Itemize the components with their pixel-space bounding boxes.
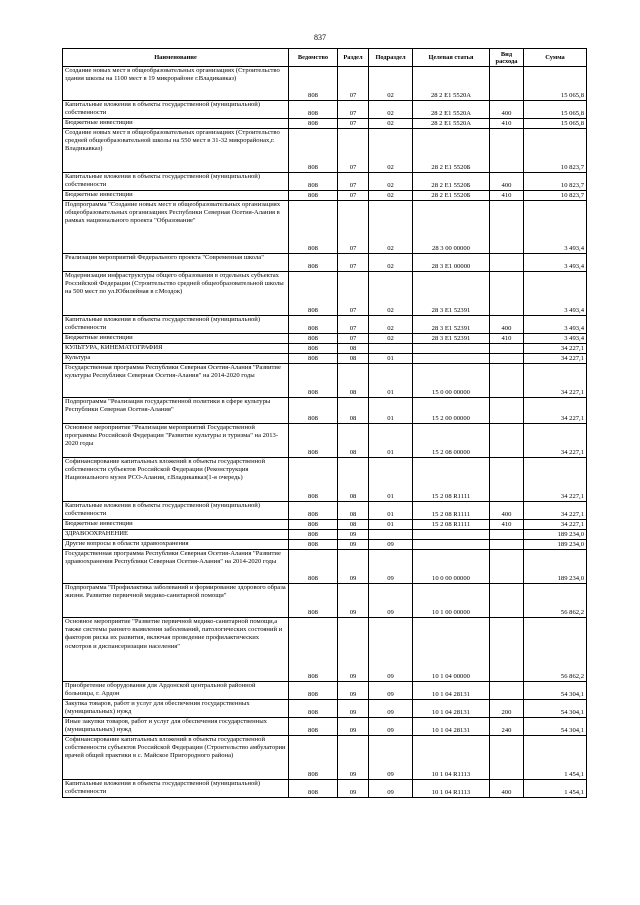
table-row (63, 618, 587, 682)
row-department: 808 (289, 101, 338, 119)
row-name: Модернизация инфраструктуры общего образования в отдельных субъектах Российской Федерации (Строительство средней общеобразовательной школы на 500 мест по ул.Юбилейная в г.Моздок) (63, 272, 289, 316)
header-name: Наименование (63, 49, 289, 67)
row-name: Культура (63, 354, 289, 364)
row-target-article: 28 2 E1 5520Б (413, 173, 490, 191)
row-department: 808 (289, 173, 338, 191)
table-row (63, 67, 587, 101)
row-name: Капитальные вложения в объекты государственной (муниципальной) собственности (63, 101, 289, 119)
table-row (63, 520, 587, 530)
row-section: 08 (338, 502, 369, 520)
row-subsection: 01 (369, 458, 413, 502)
row-section: 09 (338, 718, 369, 736)
table-row (63, 272, 587, 316)
row-subsection: 01 (369, 398, 413, 424)
row-subsection: 02 (369, 67, 413, 101)
row-subsection: 09 (369, 584, 413, 618)
row-subsection: 09 (369, 540, 413, 550)
row-sum: 15 065,8 (524, 67, 587, 101)
row-section: 08 (338, 344, 369, 354)
row-section: 09 (338, 530, 369, 540)
row-section: 07 (338, 119, 369, 129)
row-target-article: 28 2 E1 5520А (413, 119, 490, 129)
row-sum: 3 493,4 (524, 254, 587, 272)
table-row (63, 354, 587, 364)
row-sum: 189 234,0 (524, 540, 587, 550)
row-subsection: 01 (369, 424, 413, 458)
table-row (63, 191, 587, 201)
page-number: 837 (314, 33, 326, 42)
row-sum: 10 823,7 (524, 191, 587, 201)
row-expense-type: 400 (490, 502, 524, 520)
row-target-article: 15 2 00 00000 (413, 398, 490, 424)
table-row (63, 424, 587, 458)
row-target-article (413, 354, 490, 364)
row-department: 808 (289, 398, 338, 424)
row-expense-type (490, 364, 524, 398)
row-section: 07 (338, 201, 369, 254)
row-sum: 3 493,4 (524, 316, 587, 334)
row-section: 09 (338, 618, 369, 682)
table-row (63, 334, 587, 344)
table-row (63, 530, 587, 540)
row-expense-type (490, 530, 524, 540)
row-target-article: 10 0 00 00000 (413, 550, 490, 584)
row-expense-type (490, 682, 524, 700)
row-department: 808 (289, 530, 338, 540)
table-row (63, 119, 587, 129)
row-name: Подпрограмма "Реализация государственной политики в сфере культуры Республики Северная Осетия-Алания" (63, 398, 289, 424)
row-department: 808 (289, 682, 338, 700)
row-sum: 34 227,1 (524, 364, 587, 398)
row-sum: 3 493,4 (524, 334, 587, 344)
row-subsection: 02 (369, 119, 413, 129)
row-subsection: 01 (369, 520, 413, 530)
table-row (63, 458, 587, 502)
row-section: 07 (338, 254, 369, 272)
row-sum: 10 823,7 (524, 129, 587, 173)
table-row (63, 254, 587, 272)
row-department: 808 (289, 354, 338, 364)
row-expense-type: 410 (490, 520, 524, 530)
row-target-article: 10 1 04 R1113 (413, 780, 490, 798)
row-subsection: 09 (369, 718, 413, 736)
row-department: 808 (289, 550, 338, 584)
row-subsection (369, 344, 413, 354)
row-expense-type: 410 (490, 119, 524, 129)
row-name: Капитальные вложения в объекты государственной (муниципальной) собственности (63, 316, 289, 334)
row-sum: 189 234,0 (524, 550, 587, 584)
row-sum: 34 227,1 (524, 344, 587, 354)
row-expense-type (490, 540, 524, 550)
row-sum: 189 234,0 (524, 530, 587, 540)
row-expense-type: 410 (490, 191, 524, 201)
row-section: 07 (338, 67, 369, 101)
table-row (63, 540, 587, 550)
row-expense-type: 400 (490, 780, 524, 798)
row-section: 09 (338, 736, 369, 780)
row-section: 09 (338, 682, 369, 700)
table-row (63, 101, 587, 119)
row-sum: 34 227,1 (524, 458, 587, 502)
row-department: 808 (289, 129, 338, 173)
row-subsection: 09 (369, 700, 413, 718)
row-target-article: 28 3 E1 00000 (413, 254, 490, 272)
row-section: 09 (338, 780, 369, 798)
row-name: Подпрограмма "Создание новых мест в общеобразовательных организациях общеобразовательных организациях Республики Северная Осетия-Алания в рамках национального проекта "Образование" (63, 201, 289, 254)
row-section: 07 (338, 173, 369, 191)
row-name: Основное мероприятие "Развитие первичной медико-санитарной помощи,а также системы раннего выявления заболеваний, патологических состояний и факторов риска их развития, включая проведение профилактических осмотров и диспансеризации населения" (63, 618, 289, 682)
table-row (63, 736, 587, 780)
row-sum: 54 304,1 (524, 718, 587, 736)
row-expense-type (490, 201, 524, 254)
row-expense-type (490, 398, 524, 424)
row-target-article: 28 2 E1 5520А (413, 67, 490, 101)
row-target-article: 10 1 04 28131 (413, 700, 490, 718)
row-name: Государственная программа Республики Северная Осетия-Алания "Развитие здравоохранения Республики Северная Осетия-Алания" на 2014-2020 годы (63, 550, 289, 584)
row-section: 07 (338, 191, 369, 201)
row-section: 09 (338, 700, 369, 718)
row-department: 808 (289, 618, 338, 682)
row-department: 808 (289, 364, 338, 398)
row-expense-type (490, 354, 524, 364)
row-section: 08 (338, 364, 369, 398)
row-expense-type: 240 (490, 718, 524, 736)
row-subsection: 02 (369, 129, 413, 173)
row-department: 808 (289, 191, 338, 201)
row-department: 808 (289, 540, 338, 550)
row-section: 09 (338, 540, 369, 550)
row-subsection: 01 (369, 354, 413, 364)
row-name: Капитальные вложения в объекты государственной (муниципальной) собственности (63, 502, 289, 520)
table-row (63, 502, 587, 520)
table-row (63, 700, 587, 718)
row-expense-type: 410 (490, 334, 524, 344)
row-name: Другие вопросы в области здравоохранения (63, 540, 289, 550)
row-name: Капитальные вложения в объекты государственной (муниципальной) собственности (63, 173, 289, 191)
row-target-article: 28 3 E1 52391 (413, 272, 490, 316)
row-department: 808 (289, 700, 338, 718)
row-department: 808 (289, 502, 338, 520)
row-name: Бюджетные инвестиции (63, 334, 289, 344)
row-subsection: 02 (369, 334, 413, 344)
header-section: Раздел (338, 49, 369, 67)
row-expense-type (490, 254, 524, 272)
row-subsection: 02 (369, 101, 413, 119)
row-subsection: 02 (369, 254, 413, 272)
table-header-row (63, 49, 587, 67)
row-department: 808 (289, 316, 338, 334)
row-department: 808 (289, 344, 338, 354)
row-sum: 3 493,4 (524, 272, 587, 316)
row-name: Закупка товаров, работ и услуг для обеспечения государственных (муниципальных) нужд (63, 700, 289, 718)
table-row (63, 364, 587, 398)
row-subsection: 09 (369, 618, 413, 682)
row-target-article: 15 2 08 00000 (413, 424, 490, 458)
row-target-article: 15 2 08 R1111 (413, 458, 490, 502)
row-subsection: 09 (369, 550, 413, 584)
row-name: Софинансирование капитальных вложений в объекты государственной собственности субъектов Российской Федерации (Реконструкция Национального музея РСО-Алания, г.Владикавказ(1-я очередь) (63, 458, 289, 502)
table-row (63, 780, 587, 798)
row-expense-type (490, 618, 524, 682)
row-sum: 15 065,8 (524, 101, 587, 119)
header-target-article: Целевая статья (413, 49, 490, 67)
row-target-article: 28 3 00 00000 (413, 201, 490, 254)
table-row (63, 718, 587, 736)
row-target-article: 15 2 08 R1111 (413, 502, 490, 520)
row-name: Иные закупки товаров, работ и услуг для обеспечения государственных (муниципальных) нужд (63, 718, 289, 736)
row-name: Реализация мероприятий Федерального проекта "Современная школа" (63, 254, 289, 272)
row-sum: 56 862,2 (524, 584, 587, 618)
row-name: Подпрограмма "Профилактика заболеваний и формирование здорового образа жизни. Развитие первичной медико-санитарной помощи" (63, 584, 289, 618)
row-sum: 34 227,1 (524, 502, 587, 520)
row-department: 808 (289, 254, 338, 272)
row-sum: 34 227,1 (524, 424, 587, 458)
row-section: 07 (338, 272, 369, 316)
table-row (63, 682, 587, 700)
row-name: Создание новых мест в общеобразовательных организациях (Строительство здания школы на 1100 мест в 19 микрорайоне г.Владикавказ) (63, 67, 289, 101)
row-name: КУЛЬТУРА, КИНЕМАТОГРАФИЯ (63, 344, 289, 354)
row-target-article: 28 2 E1 5520Б (413, 191, 490, 201)
row-target-article: 10 1 04 00000 (413, 618, 490, 682)
row-target-article: 10 1 00 00000 (413, 584, 490, 618)
row-sum: 1 454,1 (524, 780, 587, 798)
row-sum: 3 493,4 (524, 201, 587, 254)
row-subsection: 01 (369, 502, 413, 520)
row-target-article: 28 2 E1 5520А (413, 101, 490, 119)
row-target-article: 15 2 08 R1111 (413, 520, 490, 530)
row-expense-type (490, 129, 524, 173)
row-subsection (369, 530, 413, 540)
row-name: ЗДРАВООХРАНЕНИЕ (63, 530, 289, 540)
row-department: 808 (289, 201, 338, 254)
row-sum: 10 823,7 (524, 173, 587, 191)
table-row (63, 584, 587, 618)
row-subsection: 02 (369, 191, 413, 201)
budget-table (62, 48, 587, 798)
row-sum: 34 227,1 (524, 520, 587, 530)
row-name: Государственная программа Республики Северная Осетия-Алания "Развитие культуры Республики Северная Осетия-Алания" на 2014-2020 годы (63, 364, 289, 398)
header-subsection: Подраздел (369, 49, 413, 67)
table-row (63, 550, 587, 584)
row-target-article: 28 2 E1 5520Б (413, 129, 490, 173)
header-expense-type: Вид расхода (490, 49, 524, 67)
row-target-article: 28 3 E1 52391 (413, 334, 490, 344)
row-name: Приобретение оборудования для Ардонской центральной районной больницы, г. Ардон (63, 682, 289, 700)
row-expense-type: 400 (490, 173, 524, 191)
row-department: 808 (289, 424, 338, 458)
row-target-article: 15 0 00 00000 (413, 364, 490, 398)
row-department: 808 (289, 584, 338, 618)
row-name: Основное мероприятие "Реализация мероприятий Государственной программы Российской Федерации "Развитие культуры и туризма" на 2013-2020 годы (63, 424, 289, 458)
row-target-article (413, 540, 490, 550)
row-department: 808 (289, 520, 338, 530)
row-name: Бюджетные инвестиции (63, 191, 289, 201)
row-sum: 54 304,1 (524, 700, 587, 718)
row-sum: 54 304,1 (524, 682, 587, 700)
row-subsection: 02 (369, 272, 413, 316)
row-expense-type: 400 (490, 316, 524, 334)
row-section: 08 (338, 398, 369, 424)
row-expense-type (490, 344, 524, 354)
row-target-article (413, 344, 490, 354)
table-row (63, 129, 587, 173)
row-expense-type (490, 736, 524, 780)
table-row (63, 201, 587, 254)
row-department: 808 (289, 334, 338, 344)
row-target-article: 28 3 E1 52391 (413, 316, 490, 334)
row-sum: 34 227,1 (524, 354, 587, 364)
row-department: 808 (289, 780, 338, 798)
row-target-article: 10 1 04 R1113 (413, 736, 490, 780)
row-expense-type (490, 584, 524, 618)
row-department: 808 (289, 718, 338, 736)
row-target-article: 10 1 04 28131 (413, 682, 490, 700)
table-row (63, 398, 587, 424)
row-sum: 15 065,8 (524, 119, 587, 129)
row-name: Капитальные вложения в объекты государственной (муниципальной) собственности (63, 780, 289, 798)
row-name: Бюджетные инвестиции (63, 520, 289, 530)
row-target-article (413, 530, 490, 540)
row-department: 808 (289, 119, 338, 129)
row-subsection: 09 (369, 736, 413, 780)
row-expense-type (490, 550, 524, 584)
row-section: 07 (338, 316, 369, 334)
row-name: Бюджетные инвестиции (63, 119, 289, 129)
row-department: 808 (289, 458, 338, 502)
row-expense-type (490, 458, 524, 502)
table-row (63, 316, 587, 334)
row-subsection: 09 (369, 682, 413, 700)
row-section: 08 (338, 520, 369, 530)
row-expense-type (490, 424, 524, 458)
row-department: 808 (289, 736, 338, 780)
table-body (63, 67, 587, 798)
row-department: 808 (289, 272, 338, 316)
row-subsection: 02 (369, 201, 413, 254)
row-sum: 56 862,2 (524, 618, 587, 682)
row-section: 09 (338, 584, 369, 618)
table-row (63, 173, 587, 191)
row-sum: 34 227,1 (524, 398, 587, 424)
row-section: 07 (338, 101, 369, 119)
row-expense-type: 200 (490, 700, 524, 718)
header-sum: Сумма (524, 49, 587, 67)
table-row (63, 344, 587, 354)
row-name: Софинансирование капитальных вложений в объекты государственной собственности субъектов Российской Федерации (Строительство амбулатории врачей общей практики в с. Майское Пригородного района) (63, 736, 289, 780)
row-section: 07 (338, 129, 369, 173)
row-section: 08 (338, 424, 369, 458)
row-subsection: 09 (369, 780, 413, 798)
row-subsection: 02 (369, 173, 413, 191)
row-target-article: 10 1 04 28131 (413, 718, 490, 736)
row-section: 08 (338, 458, 369, 502)
row-expense-type (490, 67, 524, 101)
row-expense-type (490, 272, 524, 316)
row-section: 09 (338, 550, 369, 584)
row-department: 808 (289, 67, 338, 101)
row-subsection: 02 (369, 316, 413, 334)
row-sum: 1 454,1 (524, 736, 587, 780)
row-section: 07 (338, 334, 369, 344)
row-subsection: 01 (369, 364, 413, 398)
row-expense-type: 400 (490, 101, 524, 119)
row-name: Создание новых мест в общеобразовательных организациях (Строительство средней общеобразовательной школы на 550 мест в 31-32 микрорайонах,г. Владикавказ) (63, 129, 289, 173)
header-department: Ведомство (289, 49, 338, 67)
row-section: 08 (338, 354, 369, 364)
